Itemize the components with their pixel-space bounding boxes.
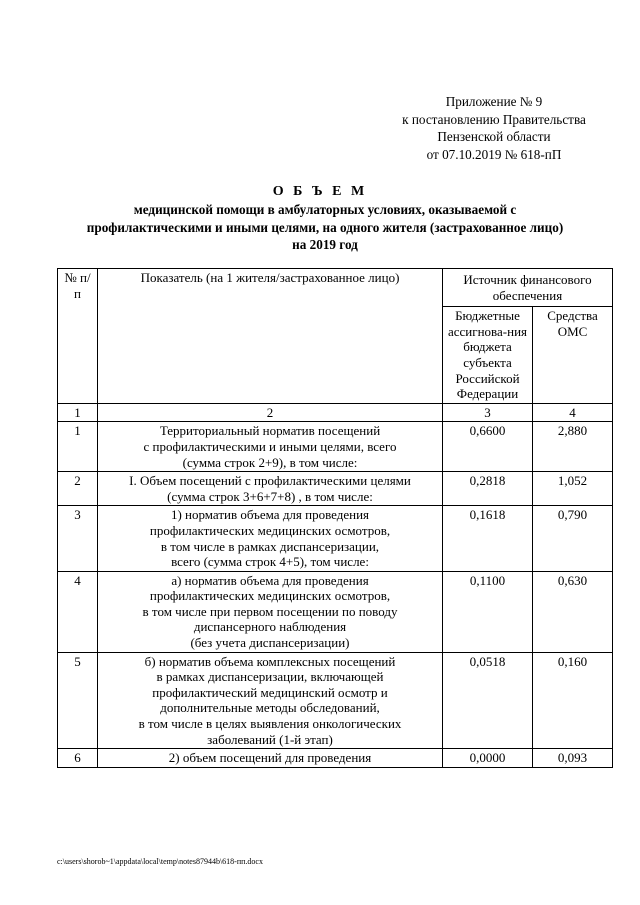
indicator-line: (сумма строк 3+6+7+8) , в том числе: [167, 488, 373, 504]
indicator-line: б) норматив объема комплексных посещений [144, 653, 396, 669]
row-indicator [98, 506, 443, 571]
header-oms: Средства ОМС [533, 307, 613, 404]
annex-date-number: от 07.10.2019 № 618-пП [426, 146, 562, 162]
row-budget-value: 0,1618 [443, 506, 533, 571]
indicator-line: всего (сумма строк 4+5), том числе: [171, 554, 369, 570]
row-num: 3 [58, 506, 98, 571]
file-path-footer: c:\users\shorob~1\appdata\local\temp\notes87944b\618-пп.docx [57, 857, 263, 866]
indicator-line: профилактический медицинский осмотр и [152, 684, 388, 700]
table-row [58, 571, 613, 652]
table-row [58, 652, 613, 749]
table-row [58, 422, 613, 472]
indicator-line: профилактических медицинских осмотров, [149, 588, 391, 604]
indicator-line: 2) объем посещений для проведения [168, 750, 372, 766]
index-cell-1: 1 [58, 403, 98, 422]
row-oms-value: 0,093 [533, 749, 613, 768]
row-budget-value: 0,0000 [443, 749, 533, 768]
row-num: 4 [58, 571, 98, 652]
row-num: 1 [58, 422, 98, 472]
annex-resolution: к постановлению Правительства [402, 111, 586, 127]
row-budget-value: 0,0518 [443, 652, 533, 749]
indicator-line: I. Объем посещений с профилактическими целями [129, 473, 411, 489]
table-row [58, 472, 613, 506]
indicator-line: а) норматив объема для проведения [171, 572, 369, 588]
row-indicator [98, 472, 443, 506]
row-indicator [98, 422, 443, 472]
subtitle-line-2: профилактическими и иными целями, на одного жителя (застрахованное лицо) [86, 219, 564, 235]
header-indicator: Показатель (на 1 жителя/застрахованное лицо) [98, 269, 443, 404]
volume-table [57, 268, 613, 768]
row-oms-value: 0,160 [533, 652, 613, 749]
document-subtitle [40, 201, 610, 254]
annex-block [360, 93, 628, 163]
row-oms-value: 2,880 [533, 422, 613, 472]
subtitle-line-1: медицинской помощи в амбулаторных условиях, оказываемой с [133, 202, 517, 217]
indicator-line: в том числе в рамках диспансеризации, [160, 538, 380, 554]
row-num: 5 [58, 652, 98, 749]
header-budget: Бюджетные ассигнова-ния бюджета субъекта Российской Федерации [443, 307, 533, 404]
table-header-row [58, 269, 613, 307]
subtitle-line-3: на 2019 год [292, 237, 358, 252]
annex-region: Пензенской области [437, 129, 551, 144]
row-indicator [98, 571, 443, 652]
row-budget-value: 0,1100 [443, 571, 533, 652]
row-indicator [98, 652, 443, 749]
row-oms-value: 0,630 [533, 571, 613, 652]
table-row [58, 749, 613, 768]
header-num: № п/п [58, 269, 98, 404]
indicator-line: в том числе при первом посещении по поводу [142, 603, 398, 619]
header-source: Источник финансового обеспечения [443, 269, 613, 307]
table-index-row [58, 403, 613, 422]
indicator-line: профилактических медицинских осмотров, [149, 522, 391, 538]
index-cell-3: 3 [443, 403, 533, 422]
table-row [58, 506, 613, 571]
row-oms-value: 0,790 [533, 506, 613, 571]
indicator-line: в том числе в целях выявления онкологических [138, 716, 402, 732]
row-oms-value: 1,052 [533, 472, 613, 506]
row-budget-value: 0,6600 [443, 422, 533, 472]
indicator-line: в рамках диспансеризации, включающей [156, 669, 384, 685]
indicator-line: дополнительные методы обследований, [160, 700, 380, 716]
indicator-line: (сумма строк 2+9), в том числе: [182, 454, 358, 470]
row-num: 2 [58, 472, 98, 506]
document-title: О Б Ъ Е М [272, 184, 368, 199]
indicator-line: диспансерного наблюдения [193, 619, 347, 635]
index-cell-2: 2 [98, 403, 443, 422]
indicator-line: (без учета диспансеризации) [190, 635, 350, 651]
indicator-line: с профилактическими и иными целями, всего [143, 438, 397, 454]
row-indicator [98, 749, 443, 768]
row-budget-value: 0,2818 [443, 472, 533, 506]
indicator-line: 1) норматив объема для проведения [170, 507, 370, 523]
index-cell-4: 4 [533, 403, 613, 422]
annex-title: Приложение № 9 [445, 94, 543, 109]
row-num: 6 [58, 749, 98, 768]
indicator-line: заболеваний (1-й этап) [207, 731, 333, 747]
indicator-line: Территориальный норматив посещений [159, 423, 381, 439]
